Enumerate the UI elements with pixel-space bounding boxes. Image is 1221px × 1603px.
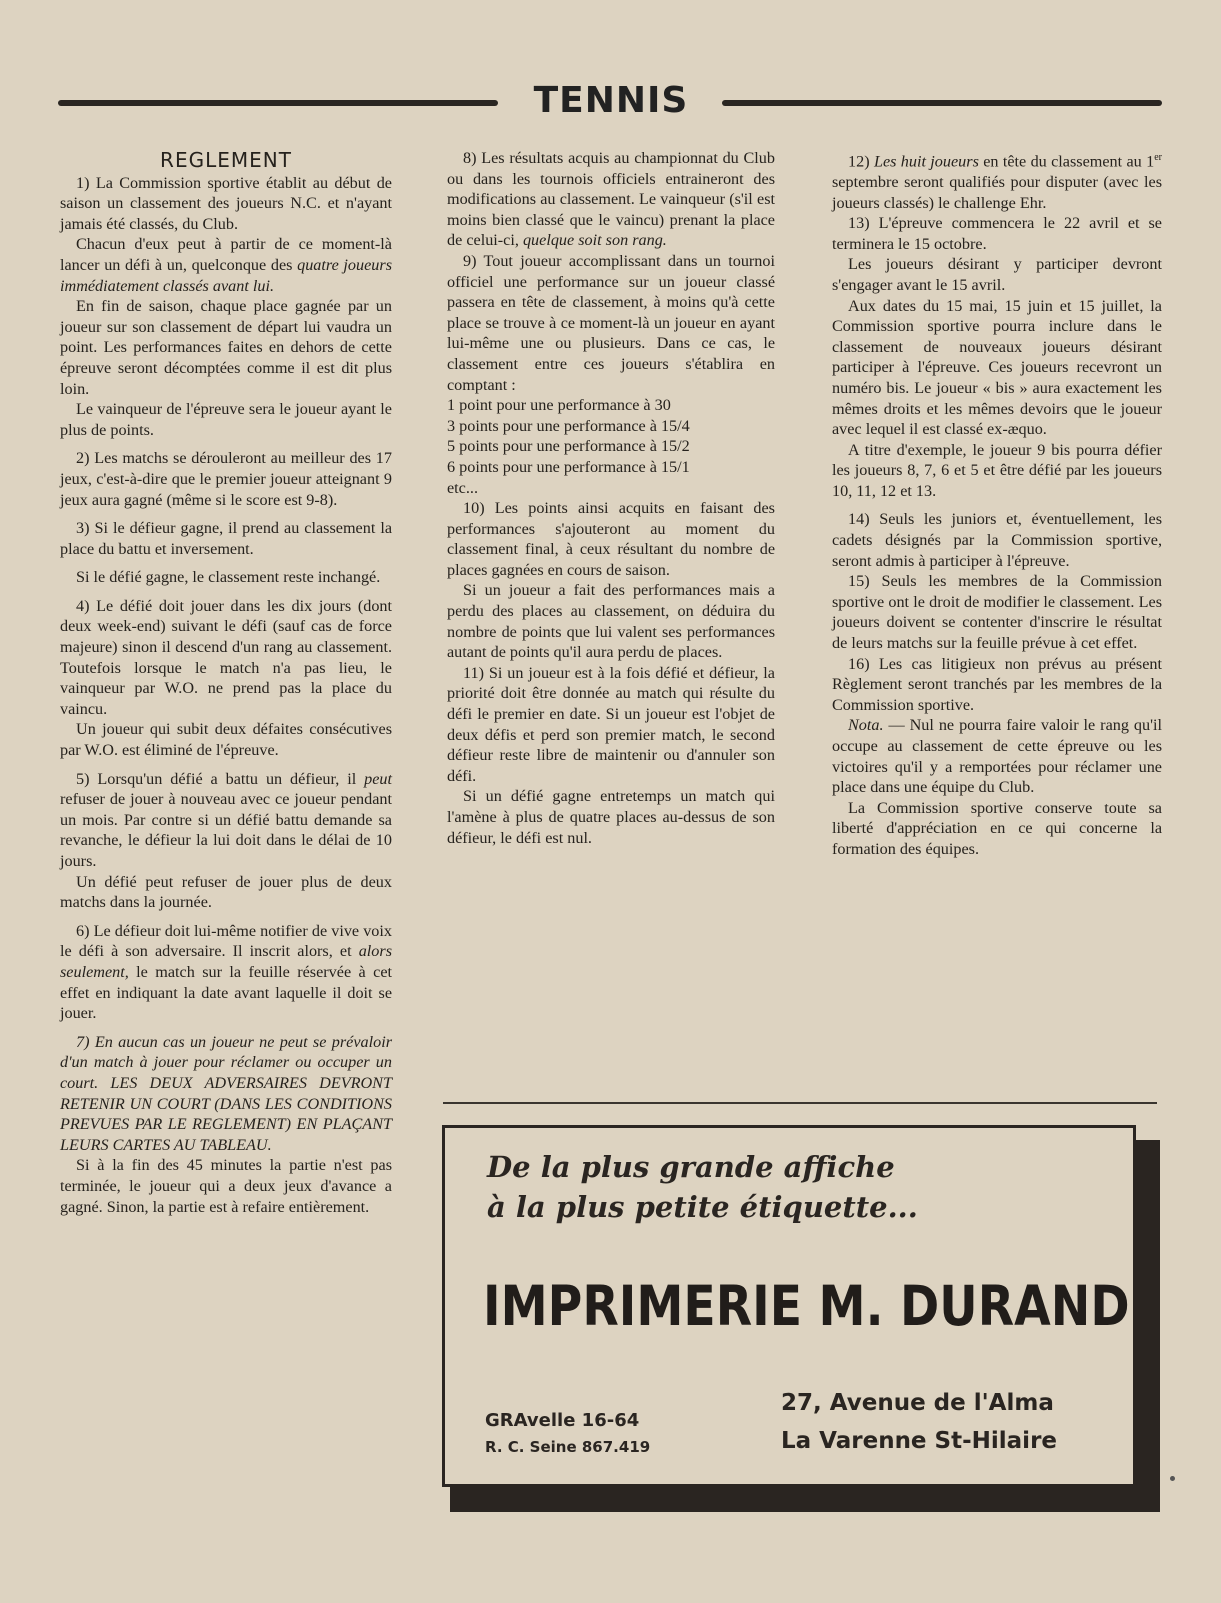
ad-tagline-1: De la plus grande affiche	[487, 1150, 895, 1184]
superscript: er	[1154, 152, 1162, 163]
rule-6	[60, 921, 392, 1024]
rule-13: 13) L'épreuve commencera le 22 avril et se terminera le 15 octobre.	[832, 214, 1162, 253]
header-rule-left	[58, 100, 498, 106]
rule-15: 15) Seuls les membres de la Commission sportive ont le droit de modifier le classement. Les joueurs doivent se contenter d'inscrire le résultat de leurs matchs sur la feuille prévue à cet effet.	[832, 572, 1162, 653]
rule-9: 9) Tout joueur accomplissant dans un tournoi officiel une performance sur un joueur classé passera en tête de classement, à moins qu'à cette place se trouve à ce moment-là un joueur en ayant lui-même une ou plusieurs. Dans ce cas, le classement entre ces joueurs s'établira en comptant :	[447, 251, 775, 394]
text: refuser de jouer à nouveau avec ce joueur pendant un mois. Par contre si un défié battu demande sa revanche, le défieur la lui doit dans le délai de 10 jours.	[60, 790, 392, 870]
print-speck	[1170, 1476, 1175, 1481]
rule-2: 2) Les matchs se dérouleront au meilleur des 17 jeux, c'est-à-dire que le premier joueur atteignant 9 jeux aura gagné (même si le score est 9-8).	[60, 449, 392, 509]
rule-10-b: Si un joueur a fait des performances mais a perdu des places au classement, on déduira du nombre de points que lui valent ses performances autant de points qu'il aura perdu de places.	[447, 581, 775, 662]
text: 12)	[848, 152, 874, 171]
emphasis: quatre joueurs immédiatement classés avant lui.	[60, 255, 392, 295]
ad-phone: GRAvelle 16-64	[485, 1410, 640, 1431]
rule-11-b: Si un défié gagne entretemps un match qui l'amène à plus de quatre places au-dessus de son défieur, le défi est nul.	[447, 787, 775, 847]
ad-rc: R. C. Seine 867.419	[485, 1438, 651, 1456]
column-3	[832, 148, 1162, 860]
header-rule-right	[722, 100, 1162, 106]
text: Chacun d'eux peut à partir de ce moment-là lancer un défi à un, quelconque des	[60, 235, 392, 274]
rule-13-d: A titre d'exemple, le joueur 9 bis pourra défier les joueurs 8, 7, 6 et 5 et être défié par les joueurs 10, 11, 12 et 13.	[832, 440, 1162, 500]
rule-8	[447, 148, 775, 251]
points-line-3: 5 points pour une performance à 15/2	[447, 437, 690, 456]
text: 8) Les résultats acquis au championnat du Club ou dans les tournois officiels entraineront des modifications au classement. Le vainqueur (s'il est moins bien classé que le vaincu) prenant la place de celui-ci,	[447, 149, 775, 250]
rule-1-points: En fin de saison, chaque place gagnée par un joueur sur son classement de départ lui vaudra un point. Les performances faites en dehors de cette épreuve seront décomptées comme il est dit plus loin.	[60, 297, 392, 398]
ad-address-1: 27, Avenue de l'Alma	[781, 1390, 1054, 1416]
points-line-2: 3 points pour une performance à 15/4	[447, 416, 690, 435]
rule-13-b: Les joueurs désirant y participer devront s'engager avant le 15 avril.	[832, 255, 1162, 294]
text: 6) Le défieur doit lui-même notifier de vive voix le défi à son adversaire. Il inscrit alors, et	[60, 921, 392, 961]
text: 1	[1146, 152, 1155, 171]
advertisement	[442, 1125, 1136, 1487]
points-line-1: 1 point pour une performance à 30	[447, 396, 671, 415]
ad-brand-name: IMPRIMERIE M. DURAND	[483, 1274, 1130, 1338]
rule-1-challenge	[60, 234, 392, 296]
separator-line	[443, 1102, 1157, 1104]
rule-1: 1) La Commission sportive établit au début de saison un classement des joueurs N.C. et n'ayant jamais été classés, du Club.	[60, 173, 392, 233]
emphasis: Les huit joueurs	[873, 152, 979, 171]
emphasis: alors seulement,	[60, 942, 392, 981]
section-heading: REGLEMENT	[160, 148, 292, 172]
rule-1-winner: Le vainqueur de l'épreuve sera le joueur ayant le plus de points.	[60, 400, 392, 439]
rule-5-b: Un défié peut refuser de jouer plus de deux matchs dans la journée.	[60, 872, 392, 912]
text: en tête du classement au	[978, 152, 1147, 171]
rule-13-c: Aux dates du 15 mai, 15 juin et 15 juillet, la Commission sportive pourra inclure dans le classement de nouveaux joueurs désirant participer à l'épreuve. Ces joueurs recevront un numéro bis. Le joueur « bis » aura exactement les mêmes droits et les mêmes devoirs que le joueur avec lequel il est classé ex-æquo.	[832, 296, 1162, 439]
emphasis: peut	[364, 769, 392, 788]
emphasis: quelque soit son rang.	[522, 231, 667, 250]
text: — Nul ne pourra faire valoir le rang qu'il occupe au classement de cette épreuve ou les victoires qu'il y a remportées pour réclamer une place dans une équipe du Club.	[832, 716, 1162, 797]
nota-b: La Commission sportive conserve toute sa liberté d'appréciation en ce qui concerne la formation des équipes.	[832, 798, 1162, 858]
rule-10: 10) Les points ainsi acquits en faisant des performances s'ajouteront au moment du classement final, à ceux résultant du nombre de places gagnées en cours de saison.	[447, 499, 775, 579]
rule-4-b: Un joueur qui subit deux défaites consécutives par W.O. est éliminé de l'épreuve.	[60, 720, 392, 760]
text: 5) Lorsqu'un défié a battu un défieur, il	[76, 769, 365, 788]
points-line-4: 6 points pour une performance à 15/1	[447, 457, 690, 476]
ad-tagline-2: à la plus petite étiquette...	[487, 1190, 918, 1224]
rule-5	[60, 769, 392, 872]
column-1	[60, 150, 392, 1217]
page-title: TENNIS	[533, 80, 689, 121]
rule-4: 4) Le défié doit jouer dans les dix jours (dont deux week-end) suivant le défi (sauf cas de force majeure) sinon il descend d'un rang au classement. Toutefois lorsque le match n'a pas lieu, le vainqueur par W.O. ne prend pas la place du vaincu.	[60, 596, 392, 718]
rule-14: 14) Seuls les juniors et, éventuellement, les cadets désignés par la Commission sportive, seront admis à participer à l'épreuve.	[832, 510, 1162, 570]
nota	[832, 715, 1162, 797]
points-line-5: etc...	[447, 478, 479, 497]
text: septembre seront qualifiés pour disputer (avec les joueurs classés) le challenge Ehr.	[832, 172, 1162, 212]
emphasis: Nota.	[848, 716, 884, 735]
text: le match sur la feuille réservée à cet effet en indiquant la date avant laquelle il doit se jouer.	[60, 962, 392, 1023]
rule-16: 16) Les cas litigieux non prévus au présent Règlement seront tranchés par les membres de la Commission sportive.	[832, 654, 1162, 714]
rule-7: 7) En aucun cas un joueur ne peut se prévaloir d'un match à jouer pour réclamer ou occuper un court. LES DEUX ADVERSAIRES DEVRONT RETENIR UN COURT (DANS LES CONDITIONS PREVUES PAR LE REGLEMENT) EN PLAÇANT LEURS CARTES AU TABLEAU.	[60, 1032, 392, 1154]
rule-11: 11) Si un joueur est à la fois défié et défieur, la priorité doit être donnée au match qui résulte du défi le premier en date. Si un joueur est l'objet de deux défis et perd son premier match, le second défieur reste libre de maintenir ou d'annuler son défi.	[447, 663, 775, 785]
rule-3-b: Si le défié gagne, le classement reste inchangé.	[76, 568, 381, 587]
rule-3: 3) Si le défieur gagne, il prend au classement la place du battu et inversement.	[60, 519, 392, 558]
column-2	[447, 148, 775, 848]
rule-7-b: Si à la fin des 45 minutes la partie n'est pas terminée, le joueur qui a deux jeux d'avance a gagné. Sinon, la partie est à refaire entièrement.	[60, 1156, 392, 1216]
rule-12	[832, 148, 1162, 213]
ad-address-2: La Varenne St-Hilaire	[781, 1428, 1058, 1454]
